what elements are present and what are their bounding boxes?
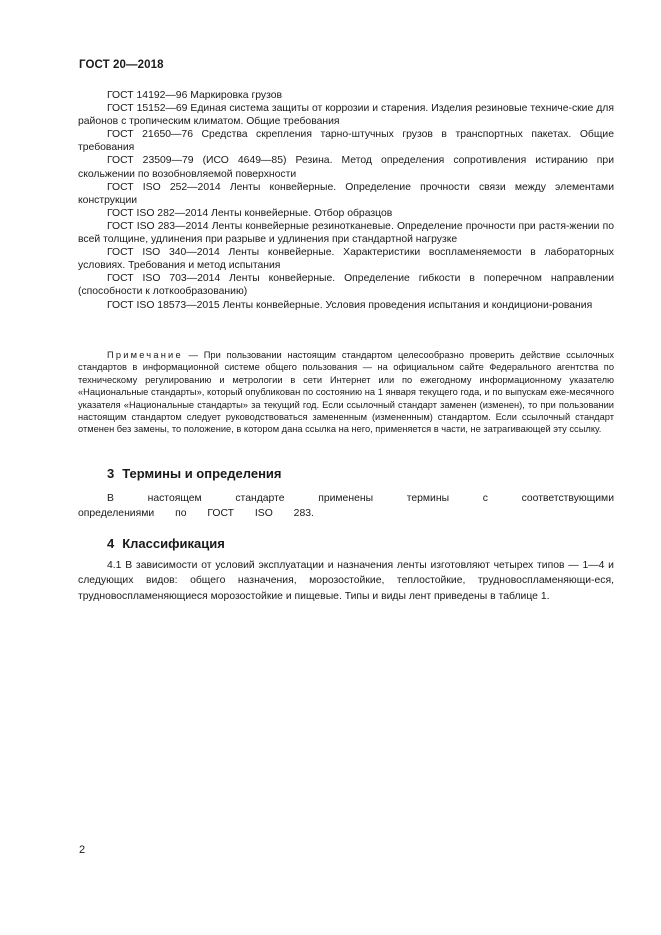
reference-item: ГОСТ 23509—79 (ИСО 4649—85) Резина. Метод определения сопротивления истиранию при скольжении по возобновляемой поверхности	[78, 155, 614, 180]
reference-item: ГОСТ ISO 340—2014 Ленты конвейерные. Характеристики воспламеняемости в лабораторных условиях. Требования и метод испытания	[78, 247, 614, 272]
document-header: ГОСТ 20—2018	[79, 59, 164, 71]
section-4-heading	[107, 536, 225, 551]
section-4-number: 4	[107, 536, 115, 551]
note-paragraph	[78, 349, 614, 436]
normative-references-list	[78, 89, 614, 312]
reference-item: ГОСТ ISO 282—2014 Ленты конвейерные. Отбор образцов	[107, 207, 393, 219]
section-4-body	[78, 558, 614, 604]
reference-item: ГОСТ ISO 252—2014 Ленты конвейерные. Определение прочности связи между элементами конструкции	[78, 181, 614, 206]
note-text: — При пользовании настоящим стандартом целесообразно проверить действие ссылочных стандартов в информационной системе общего пользования — на официальном сайте Федерального агентства по техническому регулированию и метрологии в сети Интернет или по ежегодному информационному указателю «Национальные стандарты», который опубликован по состоянию на 1 января текущего года, и по выпускам еже-месячного указателя «Национальные стандарты» за текущий год. Если ссылочный стандарт заменен (изменен), то при пользовании настоящим стандартом следует руководствоваться замененным (измененным) стандартом. Если ссылочный стандарт отменен без замены, то положение, в котором дана ссылка на него, применяется в части, не затрагивающей эту ссылку.	[78, 350, 614, 435]
reference-item: ГОСТ ISO 18573—2015 Ленты конвейерные. Условия проведения испытания и кондициони-рования	[107, 299, 593, 311]
section-3-heading	[107, 466, 282, 481]
note-block	[78, 349, 614, 436]
reference-item: ГОСТ 15152—69 Единая система защиты от коррозии и старения. Изделия резиновые техниче-ские для районов с тропическим климатом. Общие требования	[78, 103, 614, 128]
section-4-paragraph: 4.1 В зависимости от условий эксплуатации и назначения ленты изготовляют четырех типов — 1—4 и следующих видов: общего назначения, морозостойкие, теплостойкие, трудновоспламеняющи-еся, трудновоспламеняющиеся морозостойкие и пищевые. Типы и виды лент приведены в таблице 1.	[78, 560, 614, 602]
section-3-title: Термины и определения	[122, 466, 282, 481]
section-3-body	[78, 491, 614, 522]
note-label: Примечание	[107, 350, 183, 360]
reference-item: ГОСТ 14192—96 Маркировка грузов	[107, 90, 283, 101]
section-4-title: Классификация	[122, 536, 225, 551]
page-number: 2	[79, 844, 86, 856]
reference-item: ГОСТ ISO 283—2014 Ленты конвейерные резинотканевые. Определение прочности при растя-жении по всей толщине, удлинения при разрыве и удлинения при стандартной нагрузке	[78, 220, 614, 246]
reference-item: ГОСТ ISO 703—2014 Ленты конвейерные. Определение гибкости в поперечном направлении (способности к лоткообразованию)	[78, 273, 614, 298]
section-3-number: 3	[107, 466, 115, 481]
reference-item: ГОСТ 21650—76 Средства скрепления тарно-штучных грузов в транспортных пакетах. Общие требования	[78, 129, 614, 154]
section-3-paragraph: В настоящем стандарте применены термины с соответствующими определениями по ГОСТ ISO 283.	[78, 493, 614, 520]
